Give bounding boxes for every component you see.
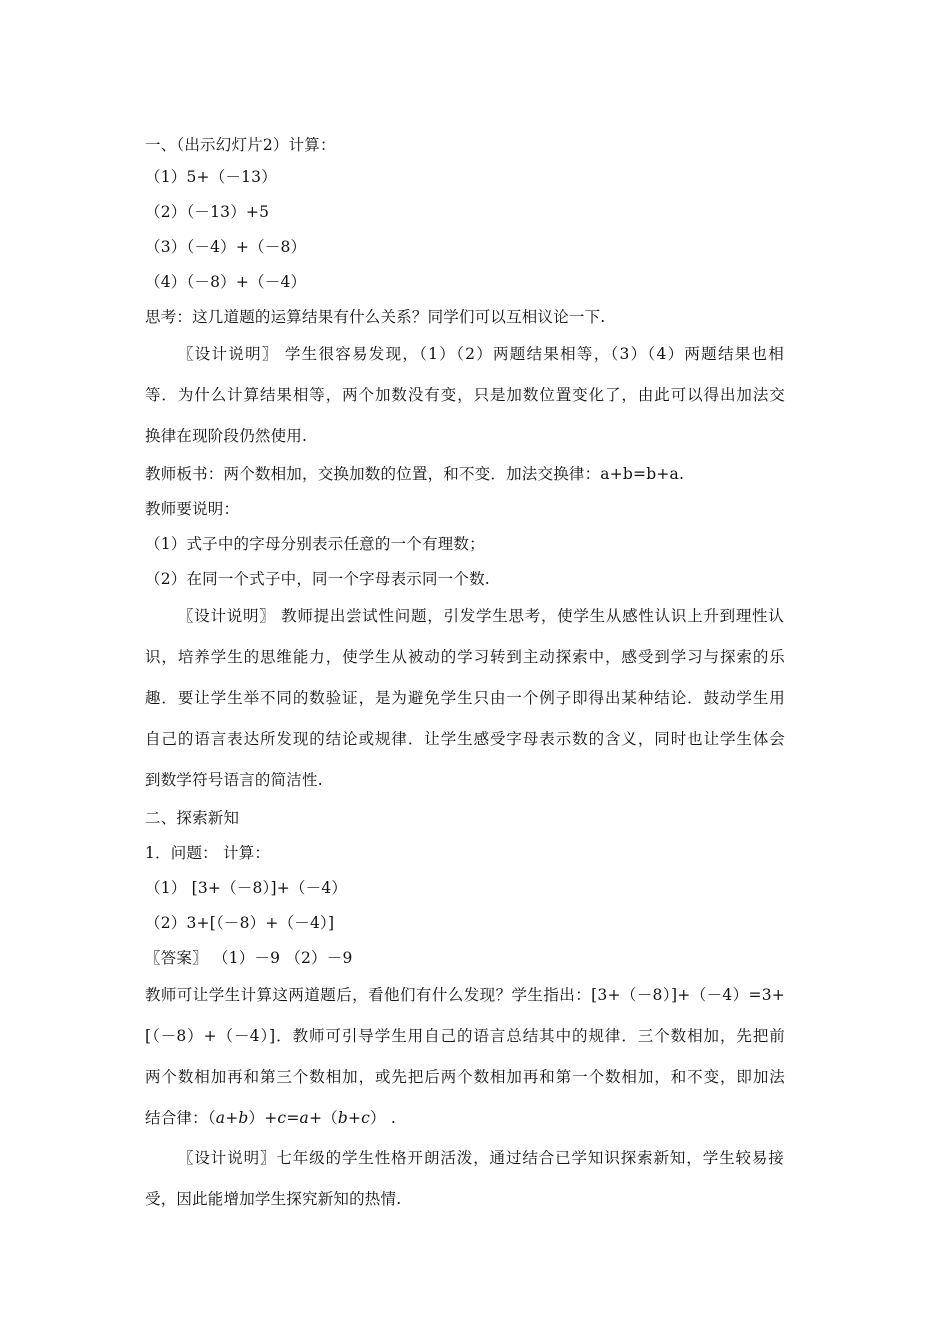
law-var-a-2: a (299, 1109, 309, 1127)
design-note-2-line-2: 识，培养学生的思维能力，使学生从被动的学习转到主动探索中，感受到学习与探索的乐 (145, 648, 785, 666)
law-end: ） . (370, 1109, 397, 1127)
discussion-line-3: 两个数相加再和第三个数相加，或先把后两个数相加再和第一个数相加，和不变，即加法 (145, 1068, 785, 1086)
exercise-item-2: （2）（－13）+5 (145, 203, 270, 221)
law-var-a: a (215, 1109, 226, 1127)
problem-item-1: （1） [3+（－8）]+（－4） (145, 879, 348, 897)
law-var-b-2: b (337, 1109, 348, 1127)
law-plus-2: + (347, 1109, 362, 1127)
explain-item-1: （1）式子中的字母分别表示任意的一个有理数； (145, 535, 485, 553)
law-var-c-2: c (361, 1109, 371, 1127)
design-note-1-line-3: 换律在现阶段仍然使用. (145, 427, 308, 445)
design-note-2-line-3: 趣．要让学生举不同的数验证，是为避免学生只由一个例子即得出某种结论．鼓动学生用 (145, 689, 785, 707)
board-text: 教师板书：两个数相加，交换加数的位置，和不变．加法交换律：a+b=b+a. (145, 465, 685, 483)
law-prefix: 结合律：（ (145, 1109, 216, 1127)
law-mid-2: +（ (308, 1109, 338, 1127)
law-var-c: c (277, 1109, 287, 1127)
exercise-item-4: （4）（－8）+（－4） (145, 273, 307, 291)
design-note-2-line-1: 〖设计说明〗 教师提出尝试性问题，引发学生思考，使学生从感性认识上升到理性认 (178, 607, 784, 625)
answer: 〖答案〗 （1）－9 （2）－9 (145, 949, 353, 967)
law-equals: = (286, 1109, 300, 1127)
explain-title: 教师要说明： (145, 500, 240, 518)
problem-item-2: （2）3+[（－8）+（－4）] (145, 914, 335, 932)
discussion-line-1: 教师可让学生计算这两道题后，看他们有什么发现？学生指出：[3+（－8）]+（－4）=3+ (145, 986, 785, 1004)
associative-law (145, 1106, 396, 1128)
design-note-1-line-2: 等．为什么计算结果相等，两个加数没有变，只是加数位置变化了，由此可以得出加法交 (145, 386, 785, 404)
section1-heading: 一、（出示幻灯片2）计算： (145, 136, 336, 154)
problem-title: 1．问题： 计算： (145, 844, 271, 862)
think-question: 思考：这几道题的运算结果有什么关系？同学们可以互相议论一下. (145, 308, 606, 326)
exercise-item-1: （1）5+（－13） (145, 168, 277, 186)
design-note-1-line-1: 〖设计说明〗 学生很容易发现，（1）（2）两题结果相等，（3）（4）两题结果也相 (178, 345, 784, 363)
exercise-item-3: （3）（－4）+（－8） (145, 238, 307, 256)
design-note-2-line-5: 到数学符号语言的简洁性. (145, 771, 323, 789)
section2-heading: 二、探索新知 (145, 809, 240, 827)
law-mid-1: ）+ (248, 1109, 278, 1127)
law-plus-1: + (225, 1109, 239, 1127)
law-var-b: b (238, 1109, 249, 1127)
design-note-3-line-2: 受，因此能增加学生探究新知的热情. (145, 1190, 402, 1208)
design-note-2-line-4: 自己的语言表达所发现的结论或规律．让学生感受字母表示数的含义，同时也让学生体会 (145, 730, 785, 748)
design-note-3-line-1: 〖设计说明〗七年级的学生性格开朗活泼，通过结合已学知识探索新知，学生较易接 (178, 1149, 784, 1167)
explain-item-2: （2）在同一个式子中，同一个字母表示同一个数. (145, 570, 490, 588)
discussion-line-2: [（－8）+（－4）]．教师可引导学生用自己的语言总结其中的规律．三个数相加，先把前 (145, 1027, 785, 1045)
